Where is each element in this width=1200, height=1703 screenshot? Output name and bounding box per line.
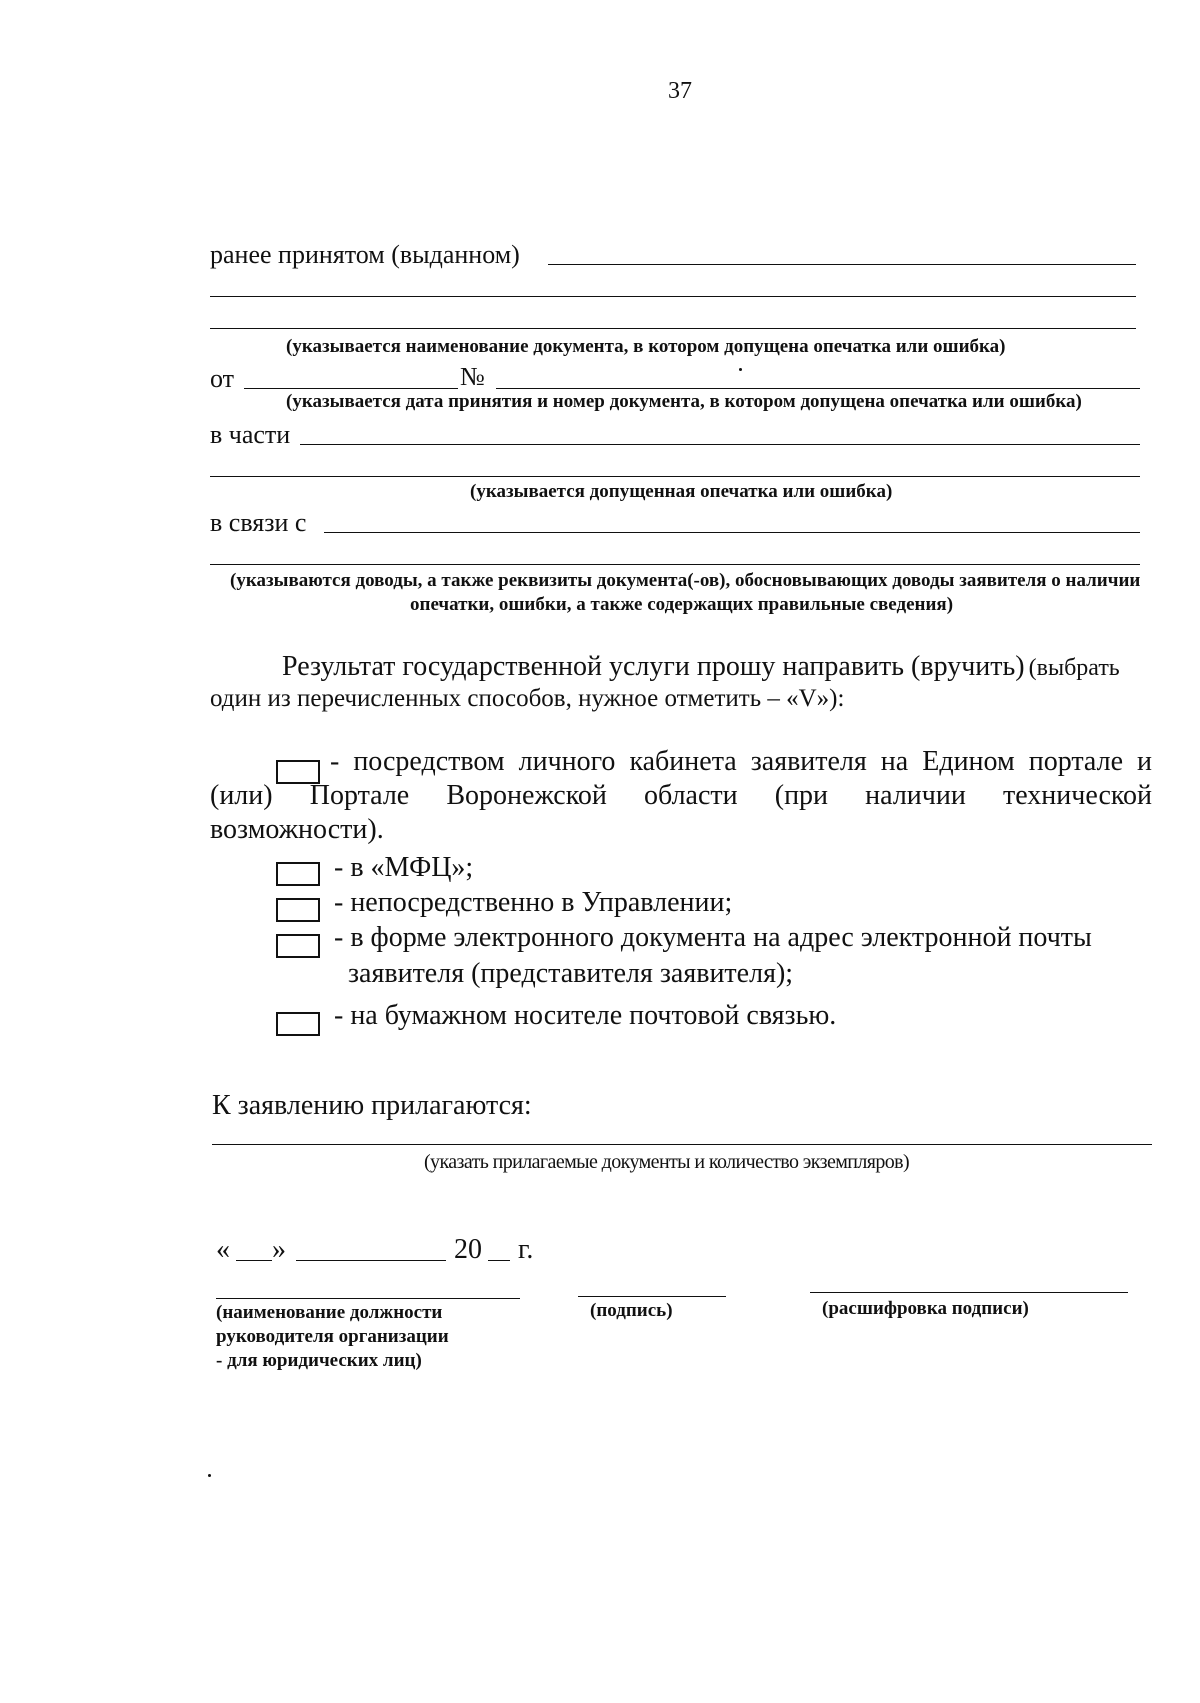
- date-year-field[interactable]: [488, 1260, 510, 1261]
- attachments-caption: (указать прилагаемые документы и количество экземпляров): [424, 1151, 910, 1173]
- option-personal-account-line1: - посредством личного кабинета заявителя на Едином портале и: [330, 746, 1152, 777]
- reasons-caption-line1: (указываются доводы, а также реквизиты документа(-ов), обосновывающих доводы заявителя о наличии: [230, 570, 1141, 591]
- date-year-suffix: г.: [518, 1234, 534, 1265]
- option-email-label-line2: заявителя (представителя заявителя);: [348, 958, 794, 989]
- option-email-label: - в форме электронного документа на адрес электронной почты: [334, 922, 1092, 953]
- reasons-caption-line2: опечатки, ошибки, а также содержащих правильные сведения): [410, 594, 954, 615]
- option-personal-account-line3: возможности).: [210, 814, 384, 845]
- date-open-quote: «: [216, 1234, 230, 1265]
- number-label: №: [460, 362, 485, 391]
- date-month-field[interactable]: [296, 1260, 446, 1261]
- decryption-field[interactable]: [810, 1292, 1128, 1293]
- option-personal-account-line2: (или) Портале Воронежской области (при наличии технической: [210, 780, 1153, 811]
- decryption-caption: (расшифровка подписи): [822, 1298, 1029, 1319]
- delivery-intro-main: Результат государственной услуги прошу направить (вручить): [282, 651, 1025, 682]
- page-number: 37: [668, 78, 692, 104]
- signature-caption: (подпись): [590, 1300, 673, 1321]
- date-day-field[interactable]: [236, 1260, 272, 1261]
- in-part-field-line2[interactable]: [210, 476, 1140, 477]
- prior-doc-caption: (указывается наименование документа, в котором допущена опечатка или ошибка): [286, 336, 1006, 357]
- in-connection-label: в связи с: [210, 508, 307, 537]
- in-connection-field[interactable]: [324, 532, 1140, 533]
- in-connection-field-line2[interactable]: [210, 564, 1140, 565]
- option-email-checkbox[interactable]: [276, 934, 320, 958]
- prior-doc-field-line2[interactable]: [210, 296, 1136, 297]
- prior-doc-field-line3[interactable]: [210, 328, 1136, 329]
- prior-doc-label: ранее принятом (выданном): [210, 240, 520, 269]
- from-label: от: [210, 364, 235, 393]
- option-mfc-checkbox[interactable]: [276, 862, 320, 886]
- delivery-intro-line2: один из перечисленных способов, нужное отметить – «V»):: [210, 685, 845, 712]
- date-year-prefix: 20: [454, 1234, 482, 1265]
- position-field[interactable]: [216, 1298, 520, 1299]
- signature-field[interactable]: [578, 1296, 726, 1297]
- position-caption: (наименование должности руководителя организации - для юридических лиц): [216, 1302, 449, 1371]
- prior-doc-field[interactable]: [548, 264, 1136, 265]
- option-directly-checkbox[interactable]: [276, 898, 320, 922]
- attachments-field[interactable]: [212, 1144, 1152, 1145]
- doc-date-field[interactable]: [244, 388, 458, 389]
- option-directly-label: - непосредственно в Управлении;: [334, 887, 733, 918]
- in-part-field[interactable]: [300, 444, 1140, 445]
- delivery-intro-choose: (выбрать: [1028, 655, 1120, 681]
- speck-mark-bottom: [208, 1474, 211, 1477]
- in-part-label: в части: [210, 420, 291, 449]
- attachments-label: К заявлению прилагаются:: [212, 1090, 532, 1121]
- in-part-caption: (указывается допущенная опечатка или ошибка): [470, 481, 893, 502]
- date-close-quote: »: [272, 1234, 286, 1265]
- option-mfc-label: - в «МФЦ»;: [334, 852, 474, 883]
- option-post-label: - на бумажном носителе почтовой связью.: [334, 1000, 837, 1031]
- delivery-intro-line1: [282, 649, 1120, 685]
- option-post-checkbox[interactable]: [276, 1012, 320, 1036]
- date-number-caption: (указывается дата принятия и номер документа, в котором допущена опечатка или ошибка): [286, 391, 1082, 412]
- speck-mark: [739, 368, 742, 371]
- doc-number-field[interactable]: [496, 388, 1140, 389]
